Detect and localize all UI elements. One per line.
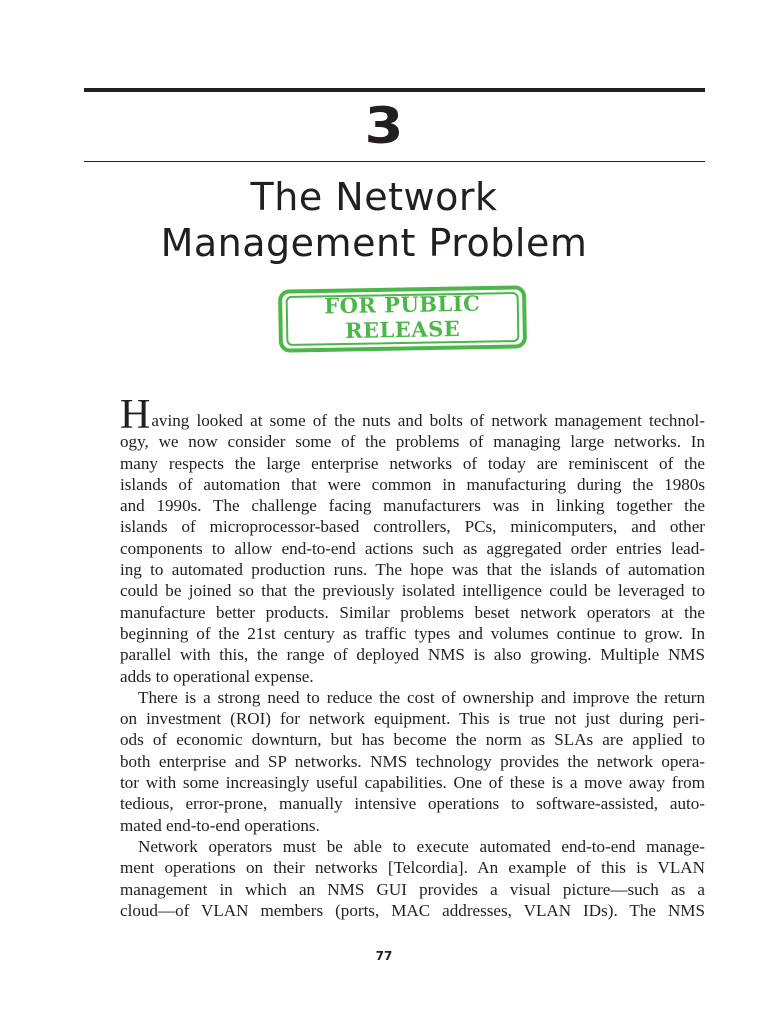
paragraph-line: Network operators must be able to execute automated end-to-end manage- [138,836,705,856]
paragraph-line: ment operations on their networks [Telcordia]. An example of this is VLAN [120,858,705,878]
stamp-line-1: FOR PUBLIC [323,290,481,319]
paragraph-line: ing to automated production runs. The hope was that the islands of automation [120,560,705,580]
paragraph-line: manufacture better products. Similar problems beset network operators at the [120,602,705,622]
paragraph-line: islands of automation that were common in manufacturing during the 1980s [120,474,705,494]
public-release-stamp [277,285,527,353]
drop-cap: H [120,392,151,438]
paragraph-line: could be joined so that the previously isolated intelligence could be leveraged to [120,581,705,601]
paragraph-line: cloud—of VLAN members (ports, MAC addresses, VLAN IDs). The NMS [120,900,705,920]
paragraph-line: tor with some increasingly useful capabilities. One of these is a move away from [120,773,705,793]
chapter-rule [84,161,705,162]
paragraph-line: mated end-to-end operations. [120,815,320,835]
paragraph-line: both enterprise and SP networks. NMS technology provides the network opera- [120,751,705,771]
paragraph-line: beginning of the 21st century as traffic types and volumes continue to grow. In [120,623,705,643]
chapter-number: 3 [364,97,404,155]
paragraph-line: many respects the large enterprise networks of today are reminiscent of the [120,453,705,473]
paragraph-line: ods of economic downturn, but has become the norm as SLAs are applied to [120,730,705,750]
paragraph-line: components to allow end-to-end actions such as aggregated order entries lead- [120,538,705,558]
paragraph-line: islands of microprocessor-based controllers, PCs, minicomputers, and other [120,517,705,537]
paragraph-line: tedious, error-prone, manually intensive operations to software-assisted, auto- [120,794,705,814]
paragraph-line: parallel with this, the range of deployed NMS is also growing. Multiple NMS [120,645,705,665]
paragraph-line: management in which an NMS GUI provides a visual picture—such as a [120,879,705,899]
chapter-title [60,174,688,266]
chapter-title-line-2: Management Problem [160,221,588,265]
paragraph-line: ogy, we now consider some of the problems of managing large networks. In [120,432,705,452]
stamp-line-2: RELEASE [344,315,461,344]
chapter-title-line-1: The Network [250,175,498,219]
paragraph-line: There is a strong need to reduce the cost of ownership and improve the return [138,687,705,707]
body-text [120,392,705,921]
paragraph-line: and 1990s. The challenge facing manufacturers was in linking together the [120,496,705,516]
top-rule [84,88,705,92]
paragraph-line: on investment (ROI) for network equipment. This is true not just during peri- [120,709,705,729]
paragraph-line: adds to operational expense. [120,666,314,686]
page-number: 77 [375,949,393,963]
paragraph-line: Having looked at some of the nuts and bolts of network management technol- [120,392,705,438]
